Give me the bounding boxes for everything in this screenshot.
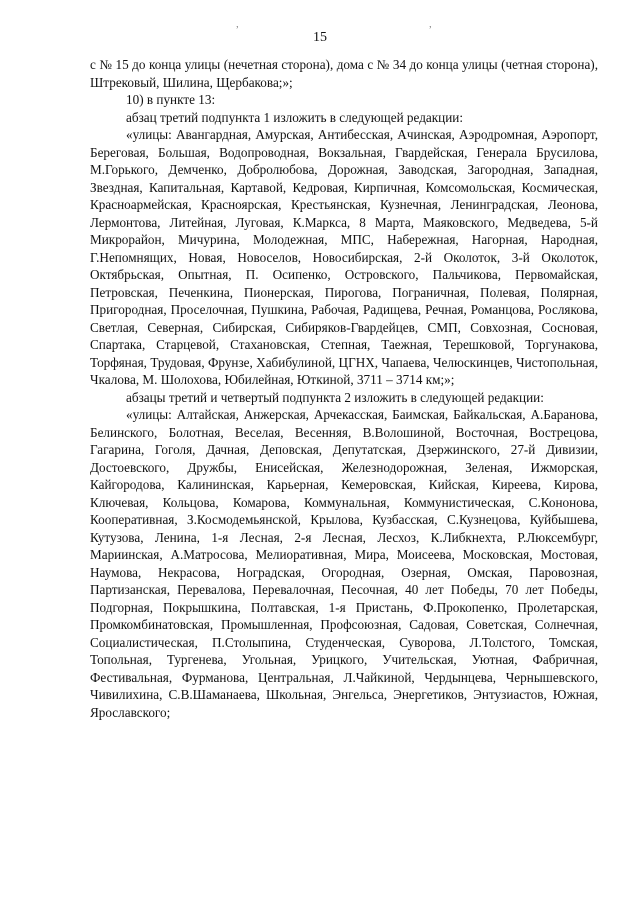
scan-mark: ,: [429, 18, 432, 30]
document-body: [90, 56, 598, 721]
paragraph-instruction-2: абзацы третий и четвертый подпункта 2 изложить в следующей редакции:: [126, 389, 544, 405]
page-number: 15: [313, 30, 327, 45]
paragraph-instruction-1: абзац третий подпункта 1 изложить в следующей редакции:: [126, 109, 464, 125]
paragraph-street-list-2: «улицы: Алтайская, Анжерская, Арчекасская, Баимская, Байкальская, А.Баранова, Белинского, Болотная, Веселая, Весенняя, В.Волошиной, Восточная, Вострецова, Гагарина, Гоголя, Дачная, Деповская, Депутатская, Дзержинского, 27-й Дивизии, Достоевского, Дружбы, Енисейская, Железнодорожная, Зеленая, Ижморская, Кайгородова, Калининская, Карьерная, Кемеровская, Кийская, Киреева, Кирова, Ключевая, Кольцова, Комарова, Коммунальная, Коммунистическая, С.Кононова, Кооперативная, З.Космодемьянской, Крылова, Кузбасская, С.Кузнецова, Куйбышева, Кутузова, Ленина, 1-я Лесная, 2-я Лесная, Лесхоз, К.Либкнехта, Р.Люксембург, Мариинская, А.Матросова, Мелиоративная, Мира, Моисеева, Московская, Мостовая, Наумова, Некрасова, Ноградская, Огородная, Озерная, Омская, Паровозная, Партизанская, Перевалова, Перевалочная, Песочная, 40 лет Победы, 70 лет Победы, Подгорная, Покрышкина, Полтавская, 1-я Пристань, Ф.Прокопенко, Пролетарская, Промкомбинатовская, Промышленная, Профсоюзная, Садовая, Советская, Солнечная, Социалистическая, П.Столыпина, Студенческая, Суворова, Л.Толстого, Томская, Топольная, Тургенева, Угольная, Урицкого, Учительская, Уютная, Фабричная, Фестивальная, Фурманова, Центральная, Л.Чайкиной, Чердынцева, Чернышевского, Чивилихина, С.В.Шаманаева, Школьная, Энгельса, Энергетиков, Энтузиастов, Южная, Ярославского;: [90, 407, 598, 720]
paragraph-street-list-1: «улицы: Авангардная, Амурская, Антибесская, Ачинская, Аэродромная, Аэропорт, Береговая, Большая, Водопроводная, Вокзальная, Гвардейская, Генерала Брусилова, М.Горького, Демченко, Добролюбова, Дорожная, Заводская, Загородная, Западная, Звездная, Капитальная, Картавой, Кедровая, Кирпичная, Комсомольская, Космическая, Красноармейская, Красноярская, Крестьянская, Кузнечная, Ленинградская, Леонова, Лермонтова, Литейная, Луговая, К.Маркса, 8 Марта, Маяковского, Медведева, 5-й Микрорайон, Мичурина, Молодежная, МПС, Набережная, Нагорная, Народная, Г.Непомнящих, Новая, Новоселов, Новосибирская, 2-й Околоток, 3-й Околоток, Октябрьская, Опытная, П. Осипенко, Островского, Пальчикова, Первомайская, Петровская, Печенкина, Пионерская, Пирогова, Пограничная, Полевая, Полярная, Пригородная, Проселочная, Пушкина, Рабочая, Радищева, Речная, Романцова, Рослякова, Светлая, Северная, Сибирская, Сибиряков-Гвардейцев, СМП, Совхозная, Сосновая, Спартака, Старцевой, Стахановская, Степная, Таежная, Терешковой, Торгунакова, Торфяная, Трудовая, Фрунзе, Хабибулиной, ЦГНХ, Чапаева, Челюскинцев, Чистопольная, Чкалова, М. Шолохова, Юбилейная, Юткиной, 3711 – 3714 км;»;: [90, 127, 598, 387]
paragraph-item-10: 10) в пункте 13:: [126, 92, 216, 107]
paragraph-continuation: с № 15 до конца улицы (нечетная сторона), дома с № 34 до конца улицы (четная сторона), Штрековый, Шилина, Щербакова;»;: [90, 57, 598, 90]
scan-mark: ,: [236, 18, 239, 30]
